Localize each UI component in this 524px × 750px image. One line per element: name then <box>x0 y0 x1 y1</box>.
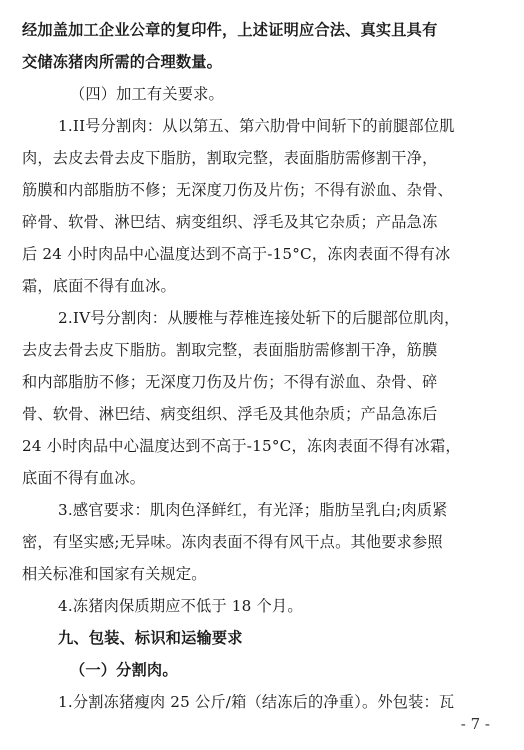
text-line: 4.冻猪肉保质期应不低于 18 个月。 <box>58 597 303 615</box>
text-line: 1.II号分割肉：从以第五、第六肋骨中间斩下的前腿部位肌 <box>58 117 455 135</box>
text-line: 交储冻猪肉所需的合理数量。 <box>22 53 223 71</box>
text-line: 去皮去骨去皮下脂肪。割取完整，表面脂肪需修割干净，筋膜 <box>22 341 438 359</box>
text-line: 肉，去皮去骨去皮下脂肪，割取完整，表面脂肪需修割干净， <box>22 149 438 167</box>
text-line: 3.感官要求：肌肉色泽鲜红，有光泽；脂肪呈乳白;肉质紧 <box>58 501 448 519</box>
subsection-heading: （一）分割肉。 <box>70 661 178 679</box>
text-line: 碎骨、软骨、淋巴结、病变组织、浮毛及其它杂质；产品急冻 <box>22 213 438 231</box>
text-line: 24 小时肉品中心温度达到不高于-15°C，冻肉表面不得有冰霜， <box>22 437 461 455</box>
text-line: 经加盖加工企业公章的复印件，上述证明应合法、真实且具有 <box>22 21 438 39</box>
text-line: 相关标准和国家有关规定。 <box>22 565 207 583</box>
text-line: 和内部脂肪不修；无深度刀伤及片伤；不得有淤血、杂骨、碎 <box>22 373 438 391</box>
text-line: 霜，底面不得有血冰。 <box>22 277 176 295</box>
text-line: 1.分割冻猪瘦肉 25 公斤/箱（结冻后的净重）。外包装：瓦 <box>58 693 455 711</box>
text-line: 后 24 小时肉品中心温度达到不高于-15°C，冻肉表面不得有冰 <box>22 245 451 263</box>
text-line: 底面不得有血冰。 <box>22 469 146 487</box>
text-line: 2.IV号分割肉：从腰椎与荐椎连接处斩下的后腿部位肌肉， <box>58 309 460 327</box>
text-line: 骨、软骨、淋巴结、病变组织、浮毛及其他杂质；产品急冻后 <box>22 405 438 423</box>
page-number: - 7 - <box>460 715 490 733</box>
section-heading: 九、包装、标识和运输要求 <box>58 629 243 647</box>
text-line: 筋膜和内部脂肪不修；无深度刀伤及片伤；不得有淤血、杂骨、 <box>22 181 453 199</box>
section-heading: （四）加工有关要求。 <box>70 85 224 103</box>
text-line: 密，有坚实感;无异味。冻肉表面不得有风干点。其他要求参照 <box>22 533 443 551</box>
